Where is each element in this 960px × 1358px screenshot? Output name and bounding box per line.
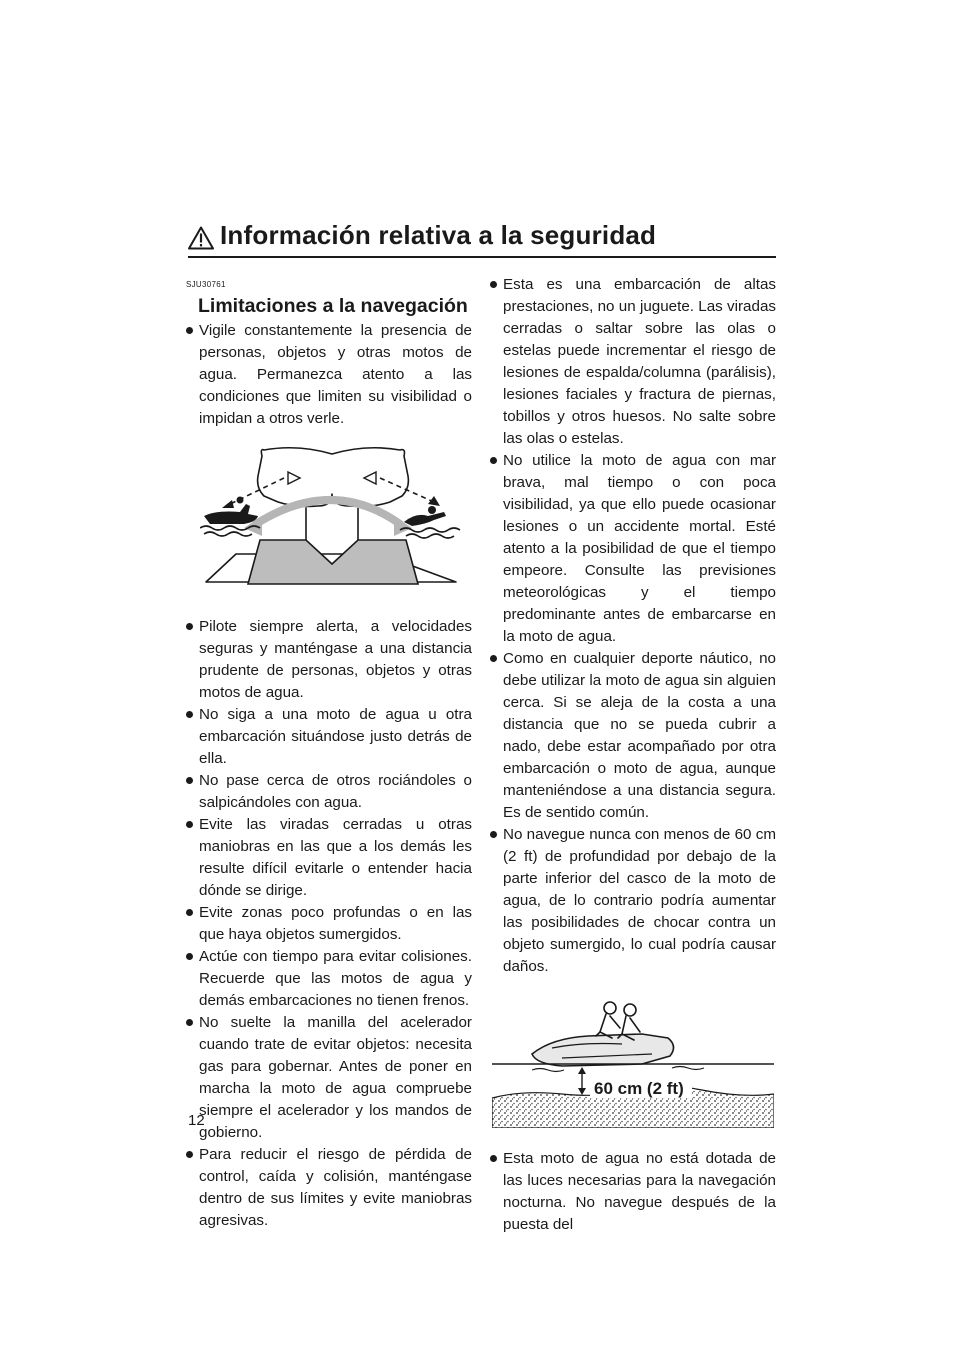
depth-clearance-illustration <box>492 998 774 1128</box>
section-code: SJU30761 <box>186 280 226 289</box>
list-item: Esta es una embarcación de altas prestaciones, no un juguete. Las viradas cerradas o saltar sobre las olas o estelas puede incrementar el riesgo de lesiones de espalda/columna (parálisis), lesiones faciales y fractura de piernas, tobillos y otros huesos. No salte sobre las olas o estelas. <box>490 274 776 450</box>
depth-label: 60 cm (2 ft) <box>594 1079 684 1098</box>
list-item: No pase cerca de otros rociándoles o salpicándoles con agua. <box>186 770 472 814</box>
list-item: Esta moto de agua no está dotada de las luces necesarias para la navegación nocturna. No navegue después de la puesta del <box>490 1148 776 1236</box>
bullet-list-right-top <box>490 274 776 978</box>
list-item: Pilote siempre alerta, a velocidades seguras y manténgase a una distancia prudente de personas, objetos y otras motos de agua. <box>186 616 472 704</box>
list-item: No siga a una moto de agua u otra embarcación situándose justo detrás de ella. <box>186 704 472 770</box>
bullet-list-left-top <box>186 320 472 430</box>
bullet-list-left-bottom <box>186 616 472 1232</box>
visibility-illustration <box>200 446 462 594</box>
warning-triangle-icon <box>188 226 214 250</box>
page-number: 12 <box>188 1112 205 1129</box>
list-item: No suelte la manilla del acelerador cuando trate de evitar objetos: necesita gas para gobernar. Antes de poner en marcha la moto de agua compruebe siempre el acelerador y los mandos de gobierno. <box>186 1012 472 1144</box>
section-title: Limitaciones a la navegación <box>198 295 468 317</box>
left-column <box>186 274 472 1232</box>
list-item: Actúe con tiempo para evitar colisiones. Recuerde que las motos de agua y demás embarcaciones no tienen frenos. <box>186 946 472 1012</box>
bullet-list-right-bottom <box>490 1148 776 1236</box>
list-item: Evite las viradas cerradas u otras maniobras en las que a los demás les resulte difícil evitarle o entender hacia dónde se dirige. <box>186 814 472 902</box>
list-item: Evite zonas poco profundas o en las que haya objetos sumergidos. <box>186 902 472 946</box>
list-item: No navegue nunca con menos de 60 cm (2 ft) de profundidad por debajo de la parte inferior del casco de la moto de agua, de lo contrario podría aumentar las posibilidades de chocar contra un objeto sumergido, lo cual podría causar daños. <box>490 824 776 978</box>
page-header <box>188 222 776 258</box>
list-item: No utilice la moto de agua con mar brava, mal tiempo o con poca visibilidad, ya que ello puede ocasionar lesiones o un accidente mortal. Esté atento a la posibilidad de que el tiempo empeore. Consulte las previsiones meteorológicas y el tiempo predominante antes de embarcarse en la moto de agua. <box>490 450 776 648</box>
list-item: Para reducir el riesgo de pérdida de control, caída y colisión, manténgase dentro de sus límites y evite maniobras agresivas. <box>186 1144 472 1232</box>
right-column <box>490 274 776 1236</box>
page-title: Información relativa a la seguridad <box>220 220 657 250</box>
list-item: Como en cualquier deporte náutico, no debe utilizar la moto de agua sin alguien cerca. Si se aleja de la costa a una distancia que no se pueda cubrir a nado, debe estar acompañado por otra embarcación o moto de agua, aunque manteniéndose a una distancia segura. Es de sentido común. <box>490 648 776 824</box>
list-item: Vigile constantemente la presencia de personas, objetos y otras motos de agua. Permanezca atento a las condiciones que limiten su visibilidad o impidan a otros verle. <box>186 320 472 430</box>
